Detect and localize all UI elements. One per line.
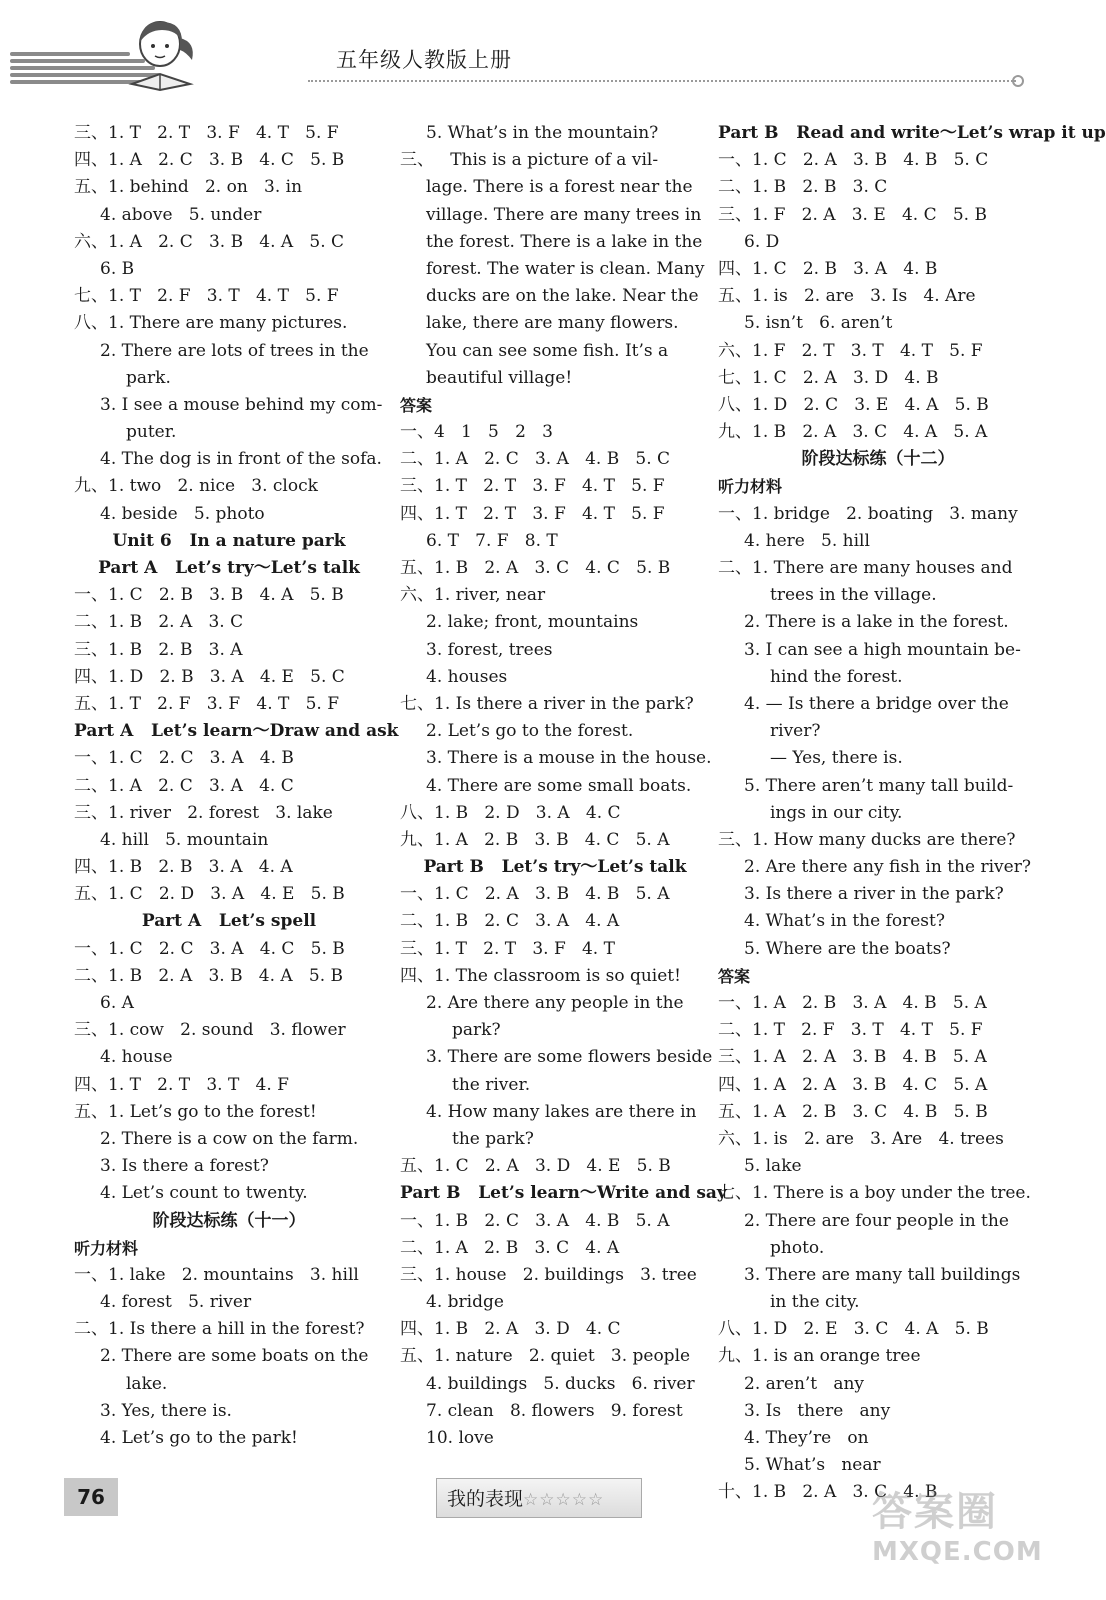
answer-line: 3. There are many tall buildings <box>744 1264 1021 1285</box>
answer-line: 七、1. T 2. F 3. T 4. T 5. F <box>74 286 339 307</box>
answer-line: 八、1. D 2. C 3. E 4. A 5. B <box>718 394 989 415</box>
answer-line: 4. — Is there a bridge over the <box>744 693 1009 714</box>
answer-line: the river. <box>452 1074 531 1095</box>
answer-line: lage. There is a forest near the <box>426 177 693 198</box>
answer-line: 6. D <box>744 231 780 252</box>
answer-line: 四、1. B 2. B 3. A 4. A <box>74 857 293 878</box>
answer-line: 二、1. A 2. B 3. C 4. A <box>400 1237 620 1258</box>
answer-line: 一、1. C 2. C 3. A 4. B <box>74 748 294 769</box>
answer-line: 五、1. is 2. are 3. Is 4. Are <box>718 286 976 307</box>
answer-line: park. <box>126 367 171 388</box>
answer-line: 一、1. C 2. B 3. B 4. A 5. B <box>74 585 344 606</box>
answer-line: 八、1. There are many pictures. <box>74 313 348 334</box>
girl-reading-icon <box>122 12 202 94</box>
answer-line: 七、1. There is a boy under the tree. <box>718 1183 1031 1204</box>
answer-line: 4. bridge <box>426 1292 504 1313</box>
answer-column-middle <box>400 120 727 1452</box>
answer-line: 2. Are there any people in the <box>426 993 684 1013</box>
answer-line: 一、1. lake 2. mountains 3. hill <box>74 1264 359 1285</box>
answer-line: 4. house <box>100 1047 173 1068</box>
answer-line: 四、1. The classroom is so quiet! <box>400 965 681 986</box>
answer-line: 3. forest, trees <box>426 639 553 660</box>
page-title: 五年级人教版上册 <box>336 48 512 72</box>
rating-stars-icon: ☆☆☆☆☆ <box>523 1490 605 1510</box>
performance-rating <box>436 1478 642 1518</box>
answer-line: 二、1. There are many houses and <box>718 558 1013 578</box>
answer-line: 4. They’re on <box>744 1428 869 1448</box>
answer-line: 四、1. D 2. B 3. A 4. E 5. C <box>74 666 345 687</box>
page-number: 76 <box>64 1478 118 1516</box>
answer-line: the park? <box>452 1128 534 1149</box>
answer-line: 4. Let’s go to the park! <box>100 1428 298 1448</box>
header-rule-end-circle <box>1012 75 1024 87</box>
answer-line: 2. There is a cow on the farm. <box>100 1128 359 1149</box>
answer-line: 三、 This is a picture of a vil- <box>400 150 659 171</box>
answer-line: 4. How many lakes are there in <box>426 1101 697 1122</box>
answer-line: 二、1. B 2. C 3. A 4. A <box>400 911 620 932</box>
answer-line: 九、1. two 2. nice 3. clock <box>74 476 318 497</box>
answer-line: in the city. <box>770 1292 860 1313</box>
answer-line: 2. lake; front, mountains <box>426 612 639 633</box>
answer-line: 一、1. C 2. A 3. B 4. B 5. A <box>400 884 670 905</box>
answer-line: 一、1. B 2. C 3. A 4. B 5. A <box>400 1210 670 1231</box>
answer-line: 答案 <box>718 966 751 986</box>
answer-line: — Yes, there is. <box>770 748 903 769</box>
answer-line: 2. There is a lake in the forest. <box>744 612 1009 633</box>
performance-label: 我的表现 <box>447 1488 524 1510</box>
answer-line: 五、1. Let’s go to the forest! <box>74 1101 317 1122</box>
answer-line: the forest. There is a lake in the <box>426 231 703 252</box>
answer-line: 九、1. is an orange tree <box>718 1346 921 1367</box>
answer-line: ducks are on the lake. Near the <box>426 286 699 307</box>
answer-line: 4. The dog is in front of the sofa. <box>100 449 382 470</box>
answer-line: ings in our city. <box>770 802 903 823</box>
answer-line: 4. What’s in the forest? <box>744 911 945 932</box>
answer-line: 五、1. C 2. D 3. A 4. E 5. B <box>74 884 345 905</box>
answer-line: beautiful village! <box>426 367 573 388</box>
answer-line: 3. There are some flowers beside <box>426 1047 713 1068</box>
answer-line: 2. Let’s go to the forest. <box>426 721 634 742</box>
answer-line: 三、1. B 2. B 3. A <box>74 639 243 660</box>
answer-line: 2. Are there any fish in the river? <box>744 857 1031 878</box>
answer-line: park? <box>452 1020 501 1041</box>
answer-line: 四、1. A 2. A 3. B 4. C 5. A <box>718 1074 988 1095</box>
answer-line: 2. There are some boats on the <box>100 1346 369 1367</box>
answer-line: 4. forest 5. river <box>100 1292 252 1313</box>
answer-line: Part B Let’s try～Let’s talk <box>423 857 687 878</box>
answer-line: 一、4 1 5 2 3 <box>400 422 553 443</box>
answer-line: 九、1. B 2. A 3. C 4. A 5. A <box>718 422 988 443</box>
answer-line: 3. Yes, there is. <box>100 1400 232 1421</box>
answer-line: 二、1. B 2. A 3. B 4. A 5. B <box>74 965 343 986</box>
answer-line: river? <box>770 721 821 742</box>
page-header <box>0 0 1066 110</box>
answer-line: 5. Where are the boats? <box>744 938 951 959</box>
answer-line: 4. hill 5. mountain <box>100 829 269 850</box>
answer-line: 阶段达标练（十二） <box>801 449 955 470</box>
answer-line: 五、1. C 2. A 3. D 4. E 5. B <box>400 1156 671 1177</box>
answer-line: 听力材料 <box>74 1238 139 1258</box>
answer-line: Part A Let’s learn～Draw and ask <box>74 721 399 742</box>
answer-line: trees in the village. <box>770 585 937 606</box>
answer-line: 三、1. house 2. buildings 3. tree <box>400 1264 697 1285</box>
answer-line: 6. T 7. F 8. T <box>426 530 558 551</box>
answer-line: 5. There aren’t many tall build- <box>744 775 1014 796</box>
answer-line: 一、1. A 2. B 3. A 4. B 5. A <box>718 993 987 1013</box>
answer-line: forest. The water is clean. Many <box>426 258 705 279</box>
answer-line: 四、1. T 2. T 3. T 4. F <box>74 1074 289 1095</box>
answer-line: 3. Is there a forest? <box>100 1156 269 1177</box>
answer-line: hind the forest. <box>770 666 903 687</box>
answer-line: 4. beside 5. photo <box>100 503 265 524</box>
answer-line: 四、1. A 2. C 3. B 4. C 5. B <box>74 150 345 171</box>
answer-line: puter. <box>126 422 177 443</box>
answer-line: 3. I see a mouse behind my com- <box>100 394 383 415</box>
answer-line: village. There are many trees in <box>426 204 702 225</box>
answer-line: Part B Read and write～Let’s wrap it up <box>718 123 1106 143</box>
answer-line: 5. What’s in the mountain? <box>426 123 659 143</box>
answer-line: Unit 6 In a nature park <box>112 530 346 551</box>
answer-line: 5. lake <box>744 1156 802 1177</box>
answer-line: 六、1. F 2. T 3. T 4. T 5. F <box>718 340 983 361</box>
answer-line: 5. What’s near <box>744 1455 881 1476</box>
answer-line: 6. A <box>100 993 134 1013</box>
watermark-title: 答案圈 <box>872 1489 998 1535</box>
answer-line: 三、1. T 2. T 3. F 4. T 5. F <box>400 476 665 497</box>
answer-line: 阶段达标练（十一） <box>152 1210 306 1231</box>
answer-line: 五、1. behind 2. on 3. in <box>74 177 303 198</box>
answer-line: 7. clean 8. flowers 9. forest <box>426 1400 683 1421</box>
answer-line: 六、1. river, near <box>400 585 546 606</box>
answer-line: 三、1. T 2. T 3. F 4. T <box>400 938 615 959</box>
answer-line: 3. Is there a river in the park? <box>744 884 1004 905</box>
answer-line: 3. Is there any <box>744 1400 891 1421</box>
answer-line: 4. buildings 5. ducks 6. river <box>426 1373 695 1394</box>
answer-line: Part A Let’s try～Let’s talk <box>98 558 360 578</box>
answer-line: 五、1. A 2. B 3. C 4. B 5. B <box>718 1101 988 1122</box>
answer-line: 三、1. F 2. A 3. E 4. C 5. B <box>718 204 987 225</box>
answer-column-right <box>718 120 1106 1507</box>
answer-line: 二、1. A 2. C 3. A 4. C <box>74 775 294 796</box>
answer-line: 三、1. river 2. forest 3. lake <box>74 802 333 823</box>
answer-line: 10. love <box>426 1428 494 1448</box>
answer-line: 4. Let’s count to twenty. <box>100 1183 308 1204</box>
answer-line: 二、1. A 2. C 3. A 4. B 5. C <box>400 449 671 470</box>
answer-line: 2. There are four people in the <box>744 1210 1009 1231</box>
answer-line: 三、1. T 2. T 3. F 4. T 5. F <box>74 123 339 143</box>
answer-line: 答案 <box>400 395 433 415</box>
answer-line: 3. I can see a high mountain be- <box>744 639 1021 660</box>
answer-line: 6. B <box>100 258 135 279</box>
answer-line: 4. above 5. under <box>100 204 262 225</box>
answer-column-left <box>74 120 399 1452</box>
answer-line: 七、1. C 2. A 3. D 4. B <box>718 367 939 388</box>
answer-line: 4. here 5. hill <box>744 530 870 551</box>
answer-line: 二、1. Is there a hill in the forest? <box>74 1319 365 1340</box>
answer-line: 一、1. C 2. C 3. A 4. C 5. B <box>74 938 345 959</box>
answer-line: Part B Let’s learn～Write and say <box>400 1183 727 1204</box>
answer-line: 一、1. C 2. A 3. B 4. B 5. C <box>718 150 989 171</box>
answer-line: 五、1. B 2. A 3. C 4. C 5. B <box>400 558 671 578</box>
answer-line: 一、1. bridge 2. boating 3. many <box>718 503 1018 524</box>
answer-line: 2. There are lots of trees in the <box>100 340 369 361</box>
answer-line: 六、1. is 2. are 3. Are 4. trees <box>718 1128 1004 1149</box>
answer-line: 六、1. A 2. C 3. B 4. A 5. C <box>74 231 345 252</box>
answer-line: 5. isn’t 6. aren’t <box>744 313 893 334</box>
answer-line: 十、1. B 2. A 3. C 4. B <box>718 1482 938 1503</box>
answer-line: lake, there are many flowers. <box>426 313 679 334</box>
answer-line: photo. <box>770 1237 825 1258</box>
answer-line: lake. <box>126 1373 168 1394</box>
site-watermark <box>872 1480 1052 1590</box>
answer-line: 七、1. Is there a river in the park? <box>400 693 694 714</box>
answer-line: 4. There are some small boats. <box>426 775 692 796</box>
answer-line: 五、1. T 2. F 3. F 4. T 5. F <box>74 693 340 714</box>
answer-line: 八、1. D 2. E 3. C 4. A 5. B <box>718 1319 989 1340</box>
answer-line: 二、1. T 2. F 3. T 4. T 5. F <box>718 1020 983 1041</box>
answer-line: 三、1. cow 2. sound 3. flower <box>74 1020 346 1041</box>
answer-line: 三、1. How many ducks are there? <box>718 829 1016 850</box>
answer-line: 4. houses <box>426 666 508 687</box>
answer-line: 2. aren’t any <box>744 1373 865 1394</box>
answer-line: 听力材料 <box>718 477 783 497</box>
answer-line: Part A Let’s spell <box>141 911 317 932</box>
header-dotted-rule <box>308 80 1016 82</box>
answer-line: 四、1. T 2. T 3. F 4. T 5. F <box>400 503 665 524</box>
answer-line: 九、1. A 2. B 3. B 4. C 5. A <box>400 829 670 850</box>
answer-line: You can see some fish. It’s a <box>426 340 669 361</box>
answer-line: 3. There is a mouse in the house. <box>426 748 712 769</box>
answer-line: 八、1. B 2. D 3. A 4. C <box>400 802 621 823</box>
answer-line: 二、1. B 2. B 3. C <box>718 177 888 198</box>
answer-line: 五、1. nature 2. quiet 3. people <box>400 1346 691 1367</box>
answer-line: 二、1. B 2. A 3. C <box>74 612 244 633</box>
answer-line: 四、1. B 2. A 3. D 4. C <box>400 1319 621 1340</box>
watermark-url: MXQE.COM <box>872 1537 1043 1567</box>
answer-line: 四、1. C 2. B 3. A 4. B <box>718 258 938 279</box>
answer-line: 三、1. A 2. A 3. B 4. B 5. A <box>718 1047 987 1068</box>
